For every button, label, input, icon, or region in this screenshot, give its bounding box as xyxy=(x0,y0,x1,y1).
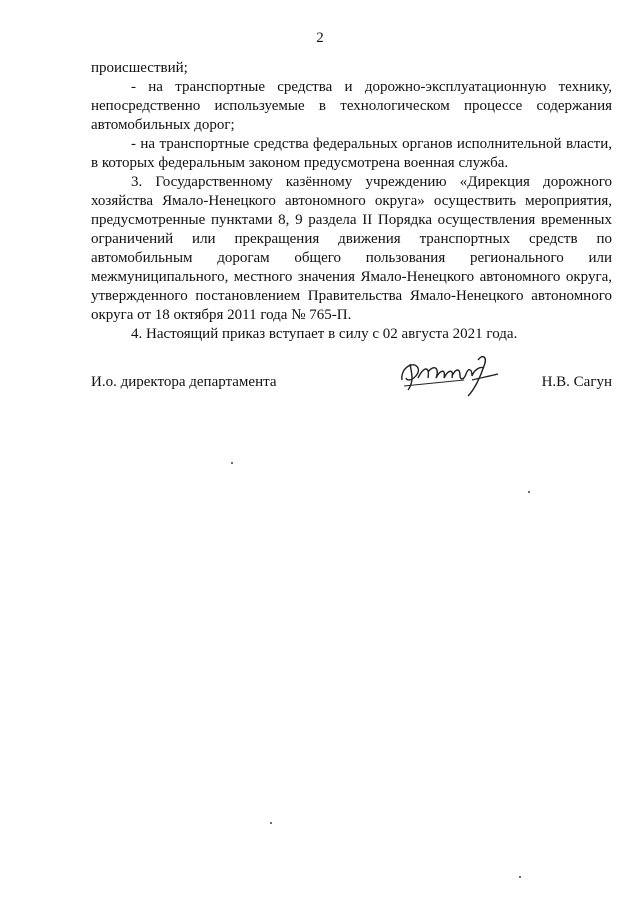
signatory-name: Н.В. Сагун xyxy=(541,374,612,390)
paragraph-continuation: происшествий; xyxy=(91,60,188,76)
signature-block xyxy=(91,350,612,410)
paragraph-item-4: 4. Настоящий приказ вступает в силу с 02 августа 2021 года. xyxy=(131,326,518,342)
document-body xyxy=(91,59,612,344)
scan-speck xyxy=(528,491,530,493)
scan-speck xyxy=(270,822,272,824)
paragraph-bullet-federal-vehicles: - на транспортные средства федеральных органов исполнительной власти, в которых федеральным законом предусмотрена военная служба. xyxy=(91,136,612,171)
scan-speck xyxy=(231,462,233,464)
scan-speck xyxy=(519,876,521,878)
paragraph-bullet-road-equipment: - на транспортные средства и дорожно-эксплуатационную технику, непосредственно используемые в технологическом процессе содержания автомобильных дорог; xyxy=(91,79,612,133)
handwritten-signature-icon xyxy=(394,350,504,400)
paragraph-item-3: 3. Государственному казённому учреждению «Дирекция дорожного хозяйства Ямало-Ненецкого автономного округа» осуществить мероприятия, предусмотренные пунктами 8, 9 раздела II Порядка осуществления временных ограничений или прекращения движения транспортных средств по автомобильным дорогам общего пользования регионального или межмуниципального, местного значения Ямало-Ненецкого автономного округа, утвержденного постановлением Правительства Ямало-Ненецкого автономного округа от 18 октября 2011 года № 765-П. xyxy=(91,174,612,323)
page-number: 2 xyxy=(316,30,324,46)
signatory-title: И.о. директора департамента xyxy=(91,374,277,390)
